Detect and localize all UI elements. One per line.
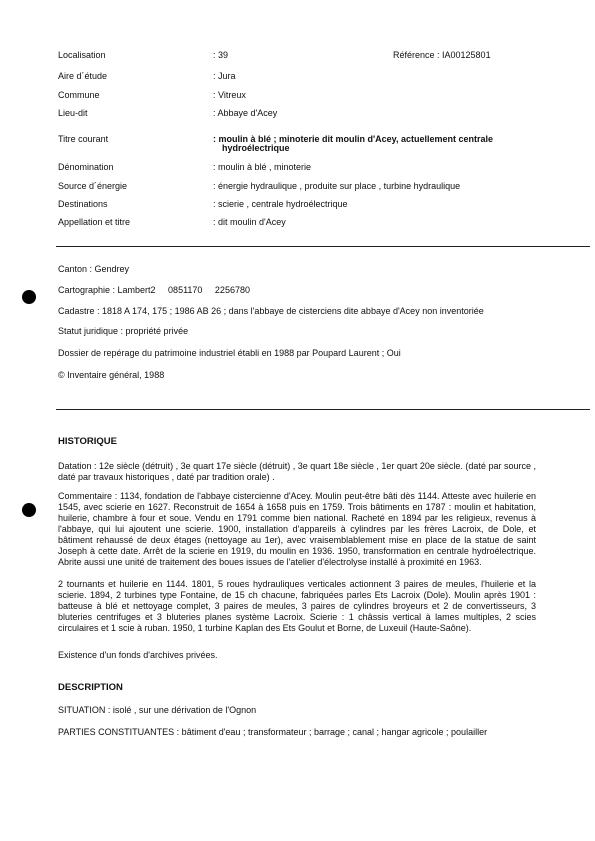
- parties-text: PARTIES CONSTITUANTES : bâtiment d'eau ; transformateur ; barrage ; canal ; hangar agricole ; poulailler: [58, 727, 488, 737]
- field-label-commune: Commune: [58, 90, 100, 100]
- field-value-titre-courant-cont: hydroélectrique: [222, 143, 290, 153]
- cartographie-line: Cartographie : Lambert2 0851170 2256780: [58, 285, 250, 295]
- field-value-localisation: : 39: [213, 50, 229, 60]
- description-heading: DESCRIPTION: [58, 682, 123, 693]
- field-label-localisation: Localisation: [58, 50, 106, 60]
- details-text: 2 tournants et huilerie en 1144. 1801, 5 roues hydrauliques verticales actionnent 3 paires de meules, l'huilerie et la scierie. 1894, 2 turbines type Fontaine, de 15 ch chacune, fabriquées parles Ets Lacroix (Dole). Moulin après 1901 : batteuse à blé et nettoyage complet, 3 paires de meules, 3 paires de cylindres broyeurs et 2 de convertisseurs, 3 bluteries centrifuges et 3 bluteries planes système Lacroix. Scierie : 1 châssis vertical à lames multiples, 2 scies circulaires et 1 scie à ruban. 1950, 1 turbine Kaplan des Ets Goulut et Borne, de Luxeuil (Haute-Saône).: [58, 579, 536, 633]
- archives-text: Existence d'un fonds d'archives privées.: [58, 650, 218, 660]
- field-label-destinations: Destinations: [58, 199, 108, 209]
- cadastre-line: Cadastre : 1818 A 174, 175 ; 1986 AB 26 ; dans l'abbaye de cisterciens dite abbaye d'Acey non inventoriée: [58, 306, 484, 316]
- field-label-denomination: Dénomination: [58, 162, 114, 172]
- historique-heading: HISTORIQUE: [58, 436, 117, 447]
- copyright-line: © Inventaire général, 1988: [58, 370, 165, 380]
- field-label-source-energie: Source d´énergie: [58, 181, 128, 191]
- datation-text: Datation : 12e siècle (détruit) , 3e quart 17e siècle (détruit) , 3e quart 18e siècle , 1er quart 20e siècle. (daté par source , daté par travaux historiques , daté par tradition orale) .: [58, 461, 536, 482]
- divider-middle: [56, 409, 590, 410]
- field-value-destinations: : scierie , centrale hydroélectrique: [213, 199, 348, 209]
- punch-hole-top: [22, 290, 36, 304]
- field-label-lieu-dit: Lieu-dit: [58, 108, 88, 118]
- field-value-aire-etude: : Jura: [213, 71, 236, 81]
- field-value-appellation: : dit moulin d'Acey: [213, 217, 286, 227]
- field-label-aire-etude: Aire d´étude: [58, 71, 108, 81]
- statut-line: Statut juridique : propriété privée: [58, 326, 189, 336]
- field-value-lieu-dit: : Abbaye d'Acey: [213, 108, 278, 118]
- field-value-source-energie: : énergie hydraulique , produite sur place , turbine hydraulique: [213, 181, 461, 191]
- commentaire-text: Commentaire : 1134, fondation de l'abbaye cistercienne d'Acey. Moulin peut-être bâti dès 1144. Atteste avec huilerie en 1545, avec scierie en 1627. Reconstruit de 1654 à 1658 puis en 1759. Trois bâtiments en 1787 : moulin et habitation, huilerie, chambre à four et soue. Vendu en 1791 comme bien national. Racheté en 1894 par les religieux, revenus à l'abbaye, qui lui ajoutent une scierie. 1900, installation d'appareils à cylindres par les frères Lacroix, de Dole, et bâtiment rehaussé de deux étages (nettoyage au 1er), avec vraisemblablement mise en place de la statue de saint Joseph à cette date. Arrêt de la scierie en 1919, du moulin en 1936. 1950, transformation en centrale hydroélectrique. Abrite aussi une unité de traitement des boues issues de l'atelier d'électrolyse installé à proximité en 1963.: [58, 491, 536, 567]
- situation-text: SITUATION : isolé , sur une dérivation de l'Ognon: [58, 705, 257, 715]
- dossier-line: Dossier de repérage du patrimoine industriel établi en 1988 par Poupard Laurent ; Oui: [58, 348, 401, 358]
- divider-top: [56, 246, 590, 247]
- canton-line: Canton : Gendrey: [58, 264, 130, 274]
- field-label-appellation: Appellation et titre: [58, 217, 131, 227]
- field-label-titre-courant: Titre courant: [58, 134, 109, 144]
- field-value-commune: : Vitreux: [213, 90, 246, 100]
- reference-number: Référence : IA00125801: [393, 50, 491, 60]
- field-value-denomination: : moulin à blé , minoterie: [213, 162, 312, 172]
- field-value-titre-courant: : moulin à blé ; minoterie dit moulin d'Acey, actuellement centrale: [213, 134, 494, 144]
- punch-hole-middle: [22, 503, 36, 517]
